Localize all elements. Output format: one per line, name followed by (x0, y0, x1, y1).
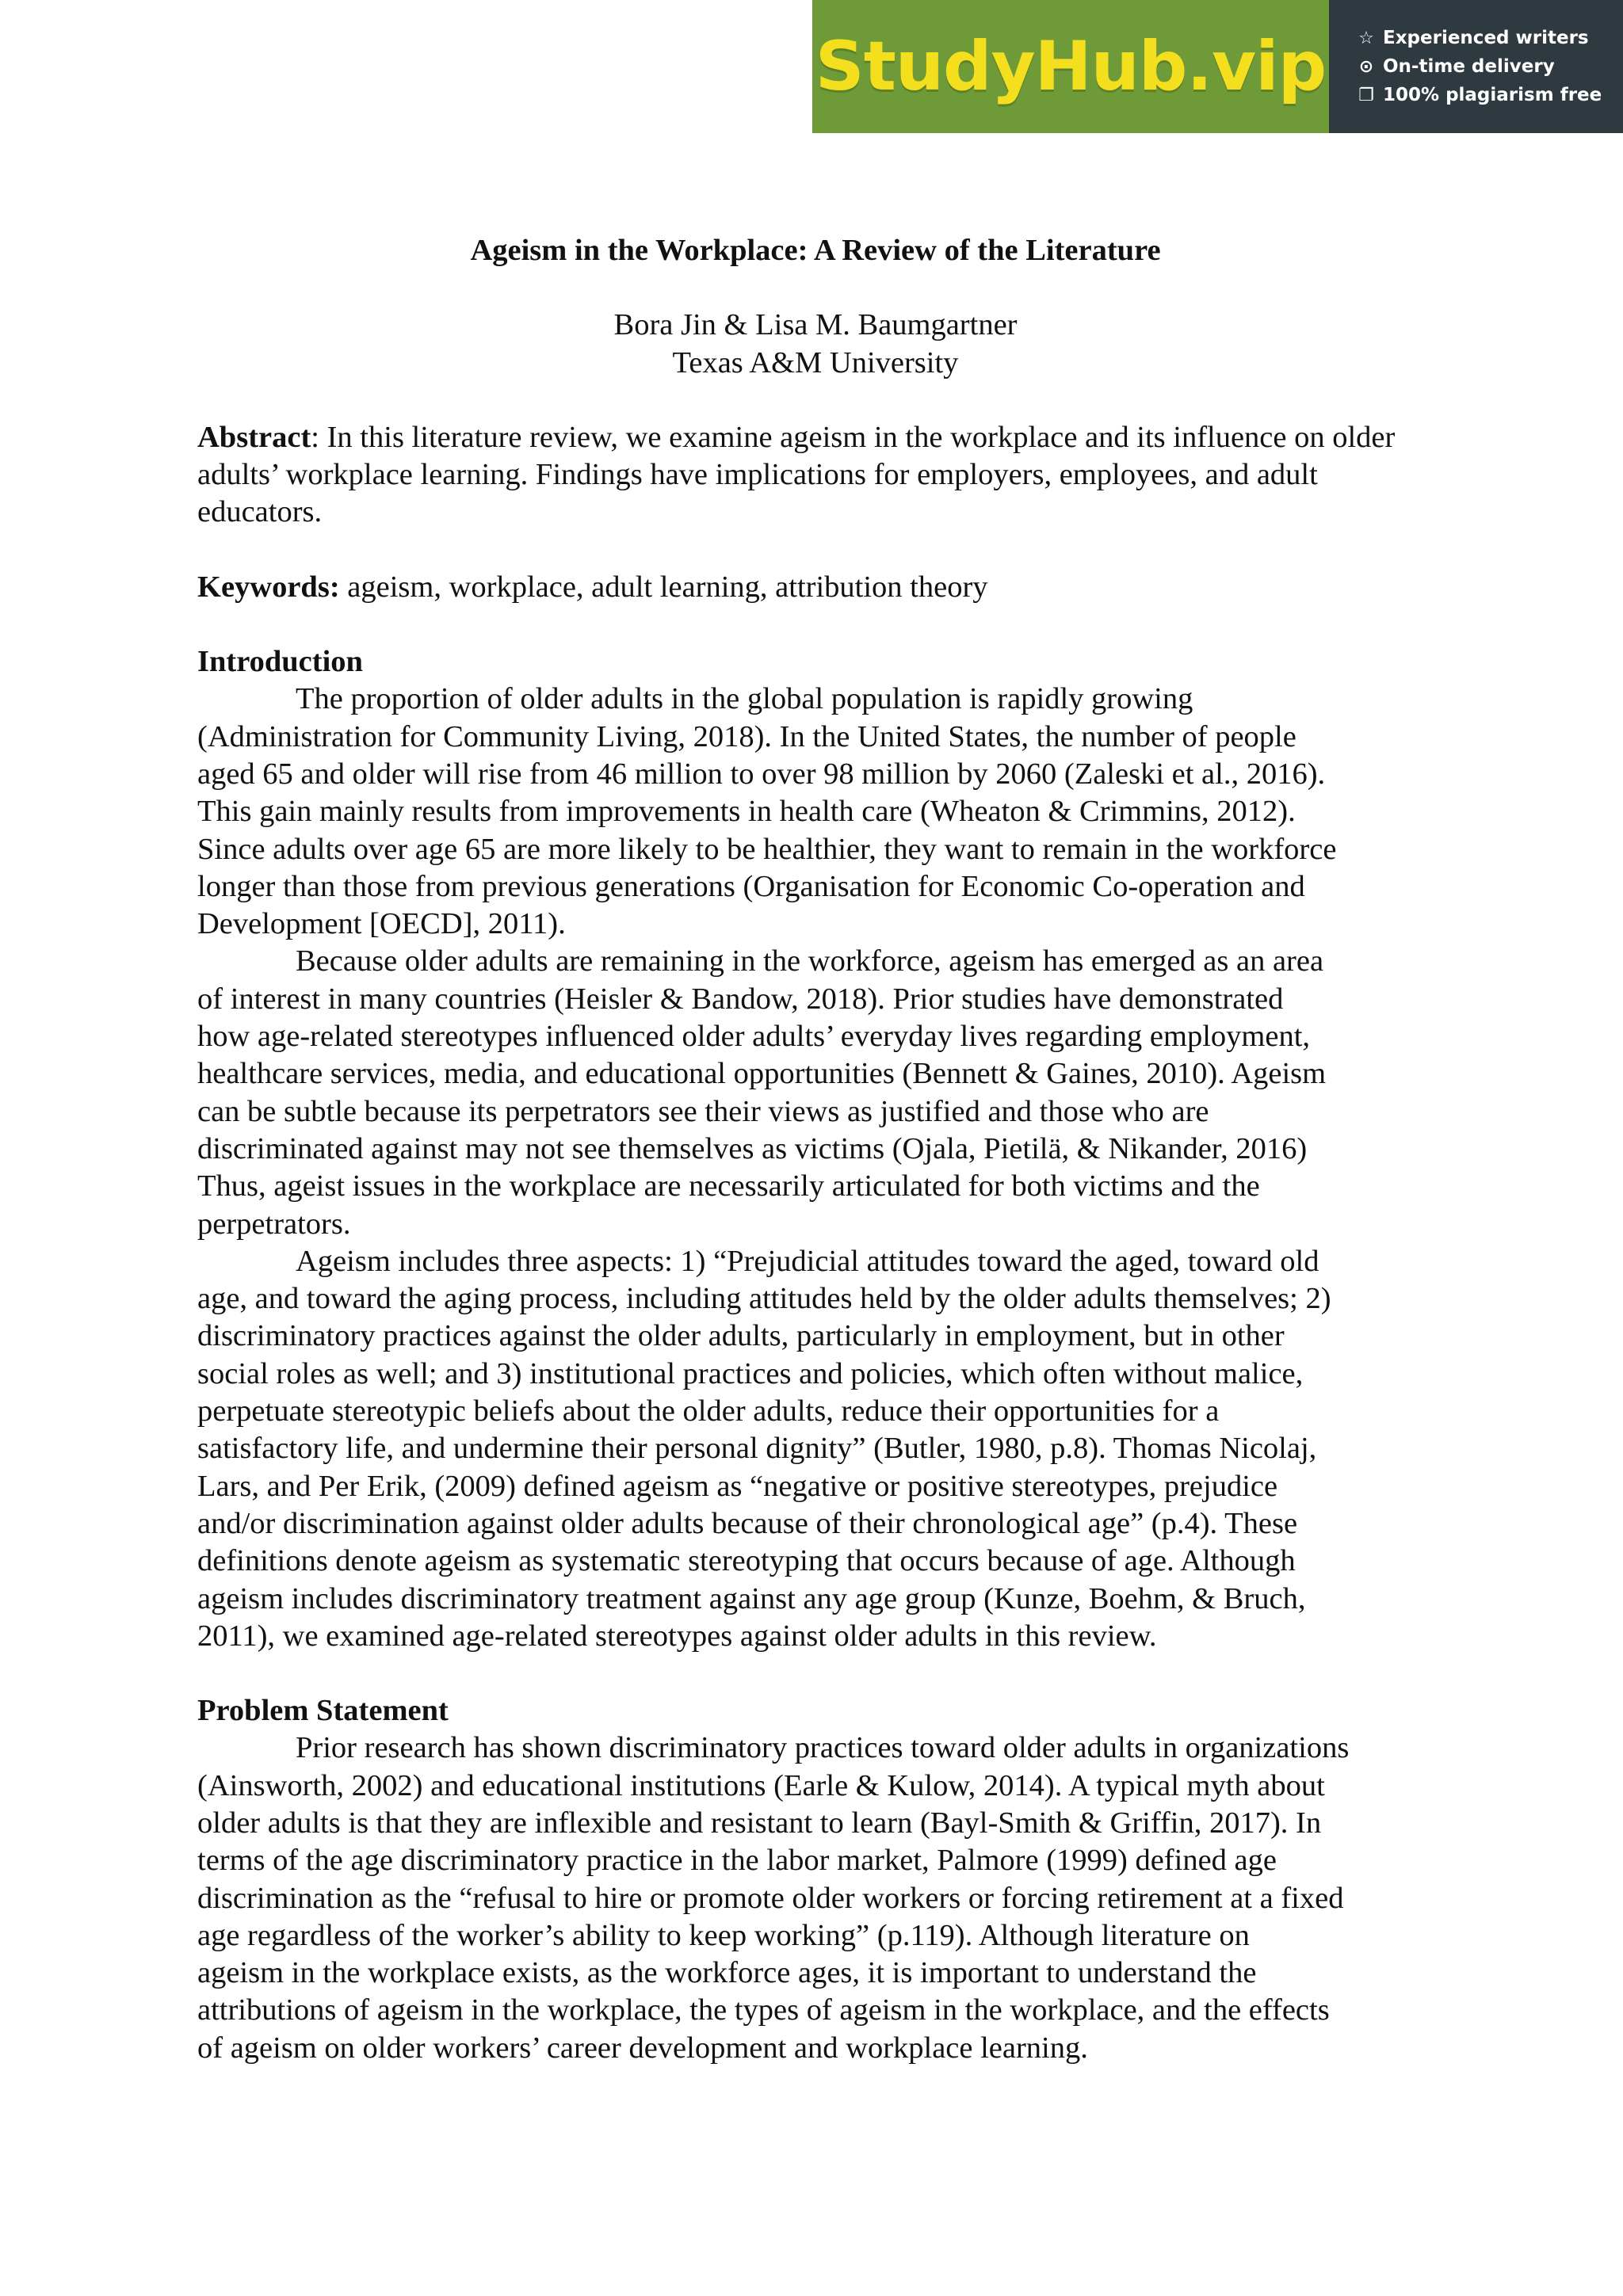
feature-label: Experienced writers (1383, 28, 1589, 48)
paper-authors: Bora Jin & Lisa M. Baumgartner (613, 308, 1018, 342)
abstract (197, 419, 1434, 532)
paragraph-line: longer than those from previous generations (Organisation for Economic Co-operation and (197, 869, 1305, 903)
paragraph-line: ageism in the workplace exists, as the workforce ages, it is important to understand the (197, 1956, 1257, 1990)
paragraph-line: age regardless of the worker’s ability to keep working” (p.119). Although literature on (197, 1918, 1250, 1952)
section-heading: Problem Statement (197, 1694, 449, 1728)
paragraph-line: attributions of ageism in the workplace, the types of ageism in the workplace, and the effects (197, 1993, 1330, 2027)
paragraph (197, 1243, 1434, 1655)
paragraph (197, 681, 1434, 943)
keywords-label: Keywords: (197, 570, 340, 604)
paragraph-line: ageism includes discriminatory treatment against any age group (Kunze, Boehm, & Bruch, (197, 1581, 1306, 1615)
studyhub-banner[interactable] (812, 0, 1623, 133)
paragraph-line: and/or discrimination against older adults because of their chronological age” (p.4). These (197, 1506, 1298, 1540)
paragraph-line: how age-related stereotypes influenced older adults’ everyday lives regarding employment, (197, 1020, 1311, 1054)
paragraph-line: discrimination as the “refusal to hire or promote older workers or forcing retirement at a fixed (197, 1881, 1344, 1915)
feature-experienced-writers (1358, 28, 1623, 48)
paragraph-line: Development [OECD], 2011). (197, 907, 566, 941)
paragraph-line: of ageism on older workers’ career development and workplace learning. (197, 2031, 1088, 2065)
feature-label: On-time delivery (1383, 56, 1555, 77)
copy-icon: ❐ (1358, 85, 1374, 105)
paragraph-line: older adults is that they are inflexible and resistant to learn (Bayl-Smith & Griffin, 2017). In (197, 1806, 1322, 1840)
studyhub-logo[interactable] (812, 0, 1329, 133)
paragraph-line: The proportion of older adults in the global population is rapidly growing (296, 682, 1193, 716)
keywords (197, 569, 1434, 606)
paper-affiliation: Texas A&M University (672, 345, 959, 379)
paper-page (197, 232, 1434, 2067)
paragraph-line: social roles as well; and 3) institutional practices and policies, which often without malice, (197, 1356, 1304, 1390)
paragraph (197, 943, 1434, 1242)
paragraph-line: Since adults over age 65 are more likely to be healthier, they want to remain in the workforce (197, 832, 1337, 866)
paragraph-line: (Administration for Community Living, 2018). In the United States, the number of people (197, 719, 1296, 753)
paragraph-line: satisfactory life, and undermine their personal dignity” (Butler, 1980, p.8). Thomas Nicolaj, (197, 1432, 1317, 1466)
abstract-text: : In this literature review, we examine ageism in the workplace and its influence on older adults’ workplace learning. Findings have implications for employers, employees, and adult educators. (197, 420, 1396, 529)
feature-on-time-delivery (1358, 56, 1623, 77)
abstract-label: Abstract (197, 420, 311, 454)
banner-features (1329, 0, 1623, 133)
paragraph-line: terms of the age discriminatory practice in the labor market, Palmore (1999) defined age (197, 1844, 1277, 1878)
paragraph-line: aged 65 and older will rise from 46 million to over 98 million by 2060 (Zaleski et al., 2016). (197, 757, 1326, 791)
paragraph-line: Lars, and Per Erik, (2009) defined ageism as “negative or positive stereotypes, prejudice (197, 1469, 1278, 1503)
star-icon: ☆ (1358, 28, 1374, 48)
keywords-text: ageism, workplace, adult learning, attribution theory (339, 570, 988, 604)
paragraph-line: This gain mainly results from improvements in health care (Wheaton & Crimmins, 2012). (197, 795, 1296, 829)
paragraph (197, 1730, 1434, 2067)
paragraph-line: perpetuate stereotypic beliefs about the older adults, reduce their opportunities for a (197, 1394, 1220, 1428)
feature-label: 100% plagiarism free (1383, 85, 1602, 105)
paragraph-line: discriminatory practices against the older adults, particularly in employment, but in other (197, 1319, 1285, 1353)
paragraph-line: Prior research has shown discriminatory practices toward older adults in organizations (296, 1731, 1350, 1765)
paper-title: Ageism in the Workplace: A Review of the Literature (470, 234, 1161, 267)
paragraph-line: can be subtle because its perpetrators see their views as justified and those who are (197, 1094, 1209, 1128)
paragraph-line: of interest in many countries (Heisler & Bandow, 2018). Prior studies have demonstrated (197, 982, 1284, 1016)
logo-text: StudyHub.vip (815, 27, 1327, 106)
section-introduction (197, 643, 1434, 1655)
paragraph-line: Ageism includes three aspects: 1) “Prejudicial attitudes toward the aged, toward old (296, 1244, 1319, 1278)
section-problem-statement (197, 1692, 1434, 2067)
paragraph-line: healthcare services, media, and educational opportunities (Bennett & Gaines, 2010). Ageism (197, 1057, 1327, 1091)
paragraph-line: definitions denote ageism as systematic stereotyping that occurs because of age. Although (197, 1544, 1296, 1578)
paragraph-line: perpetrators. (197, 1207, 351, 1241)
feature-plagiarism-free (1358, 85, 1623, 105)
clock-icon: ⊙ (1358, 56, 1374, 77)
section-heading: Introduction (197, 645, 363, 679)
paragraph-line: Thus, ageist issues in the workplace are necessarily articulated for both victims and the (197, 1169, 1260, 1203)
paragraph-line: 2011), we examined age-related stereotypes against older adults in this review. (197, 1619, 1157, 1653)
paragraph-line: Because older adults are remaining in the workforce, ageism has emerged as an area (296, 944, 1324, 978)
paragraph-line: (Ainsworth, 2002) and educational institutions (Earle & Kulow, 2014). A typical myth about (197, 1768, 1325, 1802)
paragraph-line: age, and toward the aging process, including attitudes held by the older adults themselves; 2) (197, 1282, 1331, 1316)
paragraph-line: discriminated against may not see themselves as victims (Ojala, Pietilä, & Nikander, 2016) (197, 1131, 1308, 1165)
